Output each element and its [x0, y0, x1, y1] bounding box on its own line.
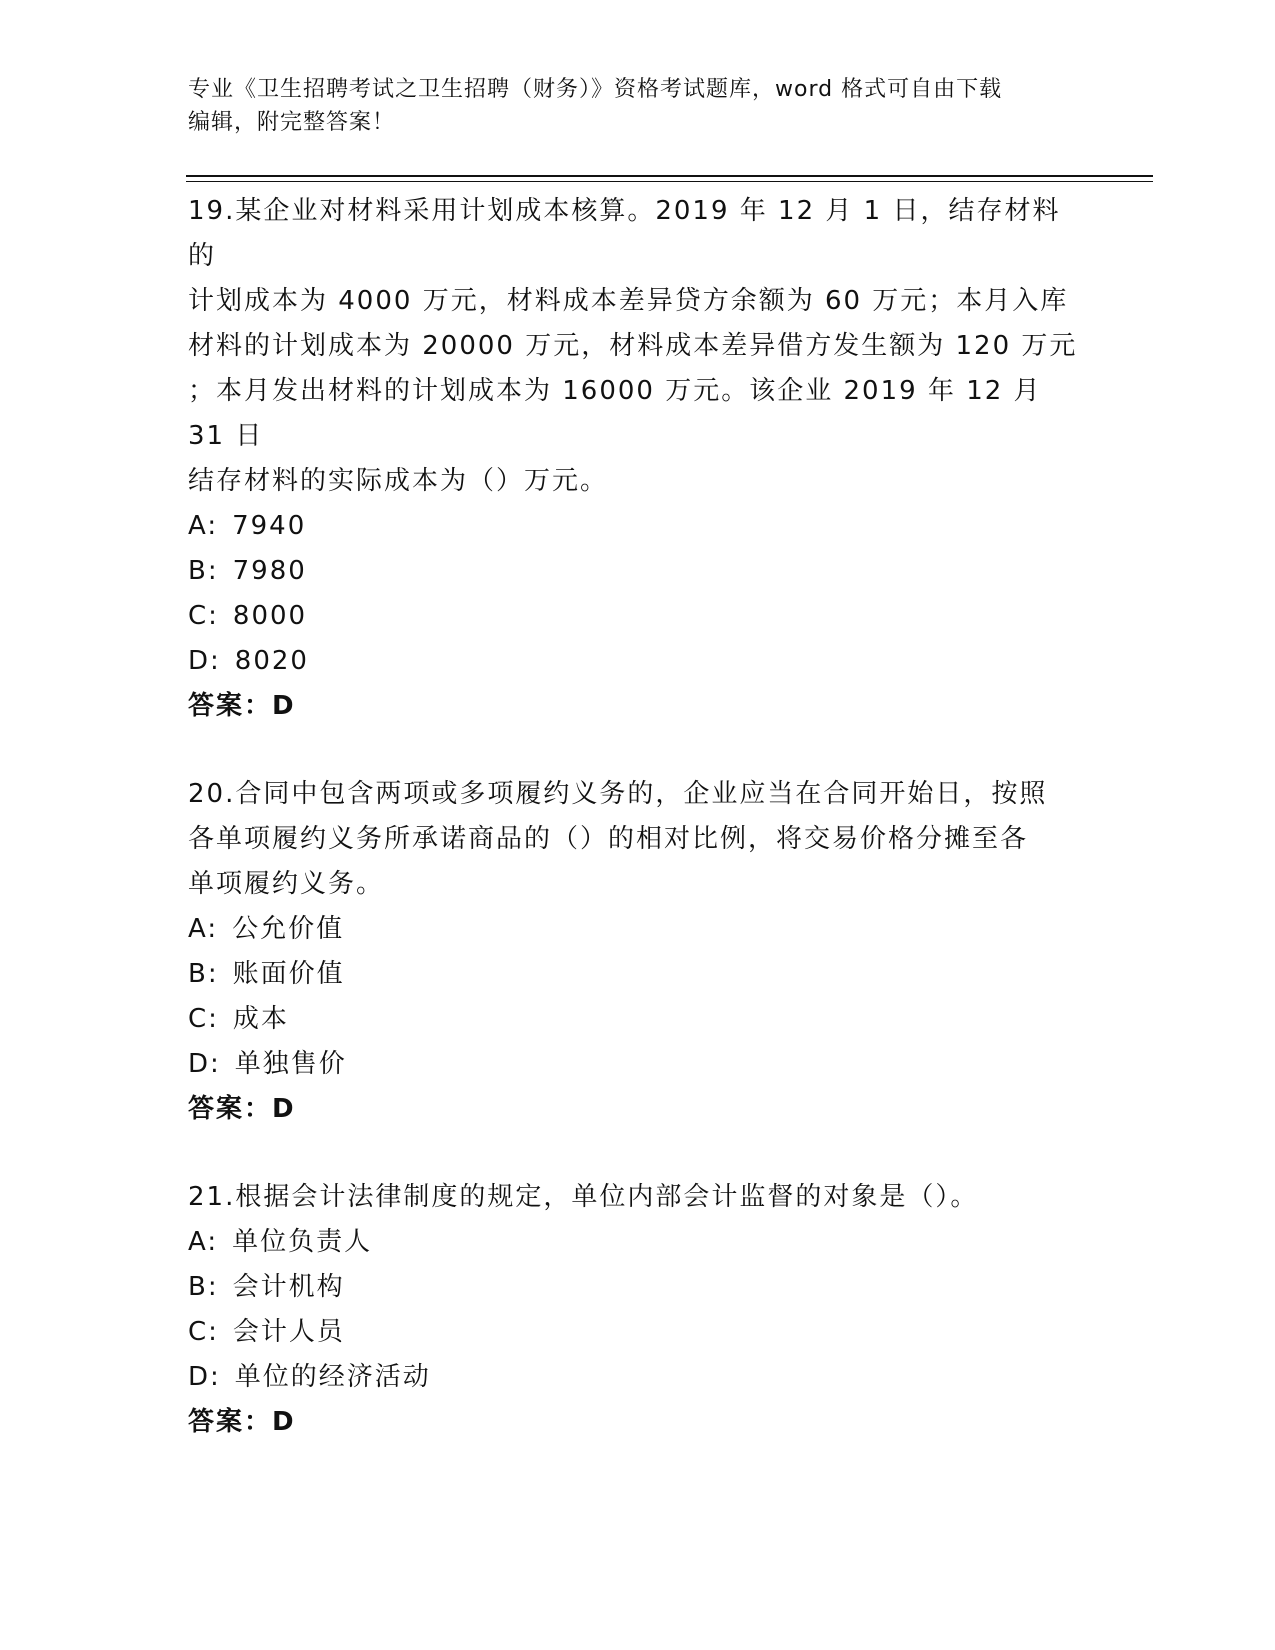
question-stem-line: 材料的计划成本为 20000 万元，材料成本差异借方发生额为 120 万元: [188, 331, 1078, 361]
header-divider-thick: [186, 175, 1153, 177]
question-stem-line: ；本月发出材料的计划成本为 16000 万元。该企业 2019 年 12 月 31 日: [188, 376, 1042, 451]
option-a: [188, 504, 1088, 549]
option-c: [188, 997, 1088, 1042]
header-divider-thin: [186, 181, 1153, 182]
option-b: [188, 549, 1088, 594]
option-letter: A:: [188, 914, 219, 944]
option-d: [188, 639, 1088, 684]
option-letter: A:: [188, 1227, 219, 1257]
option-a: [188, 1220, 1088, 1265]
option-letter: C:: [188, 1004, 219, 1034]
option-letter: B:: [188, 959, 219, 989]
option-text: 8020: [234, 646, 309, 676]
option-letter: A:: [188, 511, 219, 541]
option-text: 单位的经济活动: [234, 1362, 431, 1392]
option-text: 7940: [232, 511, 307, 541]
option-text: 8000: [232, 601, 308, 631]
question-stem-line: 结存材料的实际成本为（）万元。: [188, 466, 609, 496]
header-line-2: 编辑，附完整答案！: [188, 110, 396, 135]
option-text: 成本: [232, 1004, 289, 1034]
question-stem-line: 19.某企业对材料采用计划成本核算。2019 年 12 月 1 日，结存材料的: [188, 196, 1061, 271]
option-text: 账面价值: [232, 959, 345, 989]
answer-line: 答案：D: [188, 1407, 296, 1437]
option-letter: D:: [188, 1362, 221, 1392]
option-text: 会计机构: [232, 1272, 345, 1302]
option-c: [188, 1310, 1088, 1355]
option-letter: C:: [188, 601, 219, 631]
question-stem-line: 计划成本为 4000 万元，材料成本差异贷方余额为 60 万元；本月入库: [188, 286, 1069, 316]
answer-line: 答案：D: [188, 691, 296, 721]
question-19: [188, 189, 1088, 729]
option-b: [188, 952, 1088, 997]
question-21: [188, 1175, 1088, 1445]
question-stem-line: 单项履约义务。: [188, 869, 385, 899]
option-letter: C:: [188, 1317, 219, 1347]
option-b: [188, 1265, 1088, 1310]
question-list: [188, 189, 1088, 1488]
document-header: [188, 73, 1088, 139]
option-d: [188, 1355, 1088, 1400]
question-stem-line: 各单项履约义务所承诺商品的（）的相对比例，将交易价格分摊至各: [188, 824, 1029, 854]
option-text: 7980: [232, 556, 307, 586]
header-line-1: 专业《卫生招聘考试之卫生招聘（财务）》资格考试题库，word 格式可自由下载: [188, 77, 1003, 102]
option-letter: B:: [188, 1272, 219, 1302]
option-c: [188, 594, 1088, 639]
option-text: 公允价值: [232, 914, 345, 944]
option-a: [188, 907, 1088, 952]
question-stem-line: 20.合同中包含两项或多项履约义务的，企业应当在合同开始日，按照: [188, 779, 1048, 809]
option-text: 会计人员: [232, 1317, 345, 1347]
question-stem-line: 21.根据会计法律制度的规定，单位内部会计监督的对象是（）。: [188, 1182, 979, 1212]
option-letter: D:: [188, 646, 221, 676]
option-text: 单独售价: [234, 1049, 347, 1079]
option-text: 单位负责人: [232, 1227, 373, 1257]
question-20: [188, 772, 1088, 1132]
option-d: [188, 1042, 1088, 1087]
option-letter: B:: [188, 556, 219, 586]
answer-line: 答案：D: [188, 1094, 296, 1124]
option-letter: D:: [188, 1049, 221, 1079]
